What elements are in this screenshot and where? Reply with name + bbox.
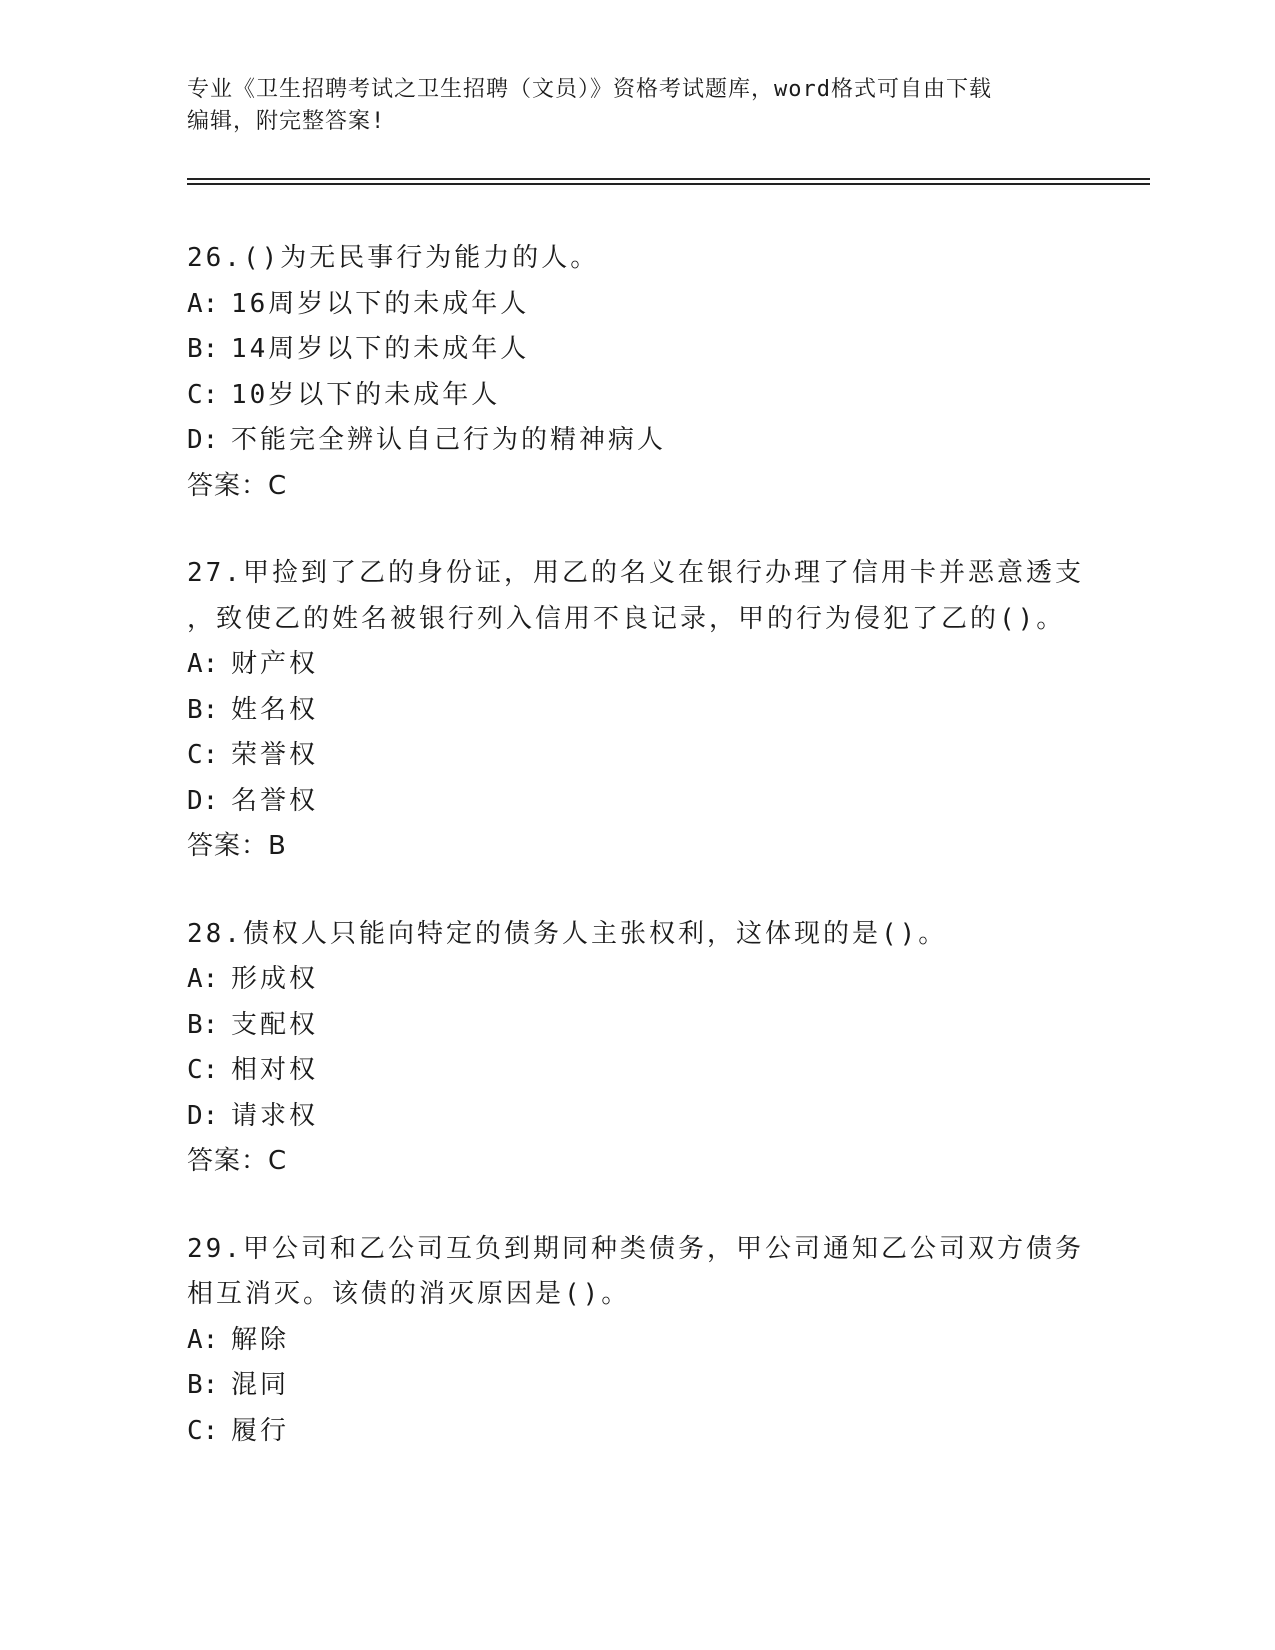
- option-label: B:: [187, 1009, 219, 1040]
- option-label: C:: [187, 1415, 219, 1446]
- question-stem: 相互消灭。该债的消灭原因是()。: [187, 1279, 631, 1309]
- option-label: C:: [187, 1055, 219, 1085]
- option-row: [187, 957, 1087, 1003]
- option-row: [187, 327, 1087, 373]
- option-label: D:: [187, 1100, 219, 1131]
- question-list: [187, 236, 1087, 1496]
- option-text: 财产权: [231, 649, 319, 679]
- option-label: A:: [187, 1324, 219, 1355]
- option-row: [187, 373, 1087, 419]
- question-block: [187, 551, 1087, 870]
- option-row: [187, 1409, 1087, 1455]
- option-text: 姓名权: [231, 694, 319, 725]
- option-text: 履行: [231, 1415, 290, 1446]
- header-line-2: 编辑，附完整答案!: [187, 109, 386, 134]
- option-label: C:: [187, 740, 219, 770]
- header-rule-top: [187, 178, 1150, 180]
- option-row: [187, 1363, 1087, 1409]
- question-stem: 26.()为无民事行为能力的人。: [187, 243, 600, 273]
- option-text: 解除: [231, 1324, 290, 1355]
- option-row: [187, 779, 1087, 825]
- option-row: [187, 1318, 1087, 1364]
- option-row: [187, 733, 1087, 779]
- question-stem: 28.债权人只能向特定的债务人主张权利，这体现的是()。: [187, 918, 948, 949]
- question-block: [187, 236, 1087, 509]
- header-rule-bottom: [187, 183, 1150, 185]
- option-row: [187, 642, 1087, 688]
- option-label: C:: [187, 379, 219, 410]
- option-text: 14周岁以下的未成年人: [231, 334, 530, 364]
- option-row: [187, 1048, 1087, 1094]
- option-text: 荣誉权: [231, 740, 319, 770]
- document-header: [187, 74, 1087, 138]
- option-label: A:: [187, 649, 219, 679]
- question-stem: 27.甲捡到了乙的身份证，用乙的名义在银行办理了信用卡并恶意透支: [187, 558, 1084, 588]
- option-label: A:: [187, 288, 219, 319]
- question-stem: ，致使乙的姓名被银行列入信用不良记录，甲的行为侵犯了乙的()。: [187, 603, 1066, 634]
- question-block: [187, 912, 1087, 1185]
- option-row: [187, 418, 1087, 464]
- option-text: 10岁以下的未成年人: [231, 379, 501, 410]
- option-text: 混同: [231, 1370, 290, 1400]
- option-text: 请求权: [231, 1100, 319, 1131]
- option-label: B:: [187, 694, 219, 725]
- option-text: 不能完全辨认自己行为的精神病人: [231, 425, 667, 455]
- answer-text: 答案：C: [187, 470, 288, 501]
- option-label: A:: [187, 964, 219, 994]
- option-text: 形成权: [231, 964, 319, 994]
- option-text: 相对权: [231, 1055, 319, 1085]
- answer-text: 答案：B: [187, 831, 287, 861]
- header-line-1: 专业《卫生招聘考试之卫生招聘（文员）》资格考试题库，word格式可自由下载: [187, 77, 992, 102]
- option-label: B:: [187, 334, 219, 364]
- option-text: 名誉权: [231, 785, 319, 816]
- option-label: B:: [187, 1370, 219, 1400]
- option-row: [187, 688, 1087, 734]
- option-row: [187, 282, 1087, 328]
- option-text: 支配权: [231, 1009, 319, 1040]
- option-label: D:: [187, 785, 219, 816]
- option-label: D:: [187, 425, 219, 455]
- option-text: 16周岁以下的未成年人: [231, 288, 530, 319]
- option-row: [187, 1003, 1087, 1049]
- answer-text: 答案：C: [187, 1146, 288, 1176]
- option-row: [187, 1094, 1087, 1140]
- question-stem: 29.甲公司和乙公司互负到期同种类债务，甲公司通知乙公司双方债务: [187, 1233, 1084, 1264]
- question-block: [187, 1227, 1087, 1455]
